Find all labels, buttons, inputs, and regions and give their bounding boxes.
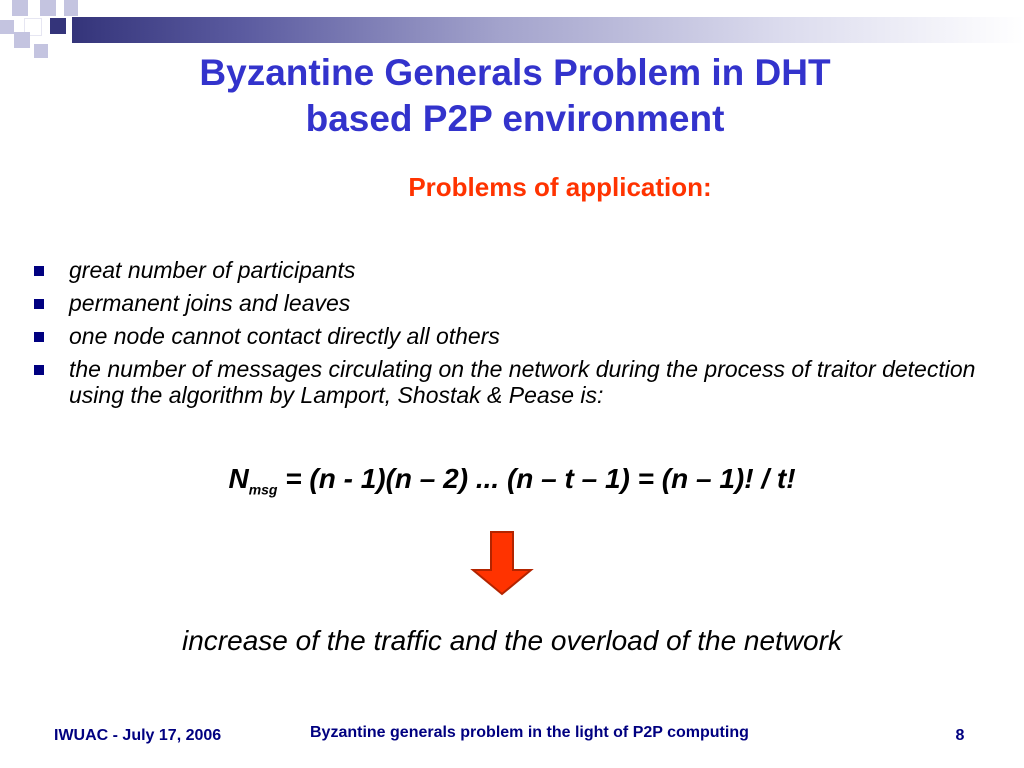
square-bullet-icon [34, 365, 44, 375]
page-number: 8 [955, 727, 965, 744]
formula-expression: = (n - 1)(n – 2) ... (n – t – 1) = (n – 1)! / t! [277, 463, 796, 494]
slide-subtitle: Problems of application: [408, 172, 712, 202]
bullet-text: great number of participants [69, 257, 356, 283]
list-item [28, 323, 1008, 349]
title-gradient-bar [72, 17, 1024, 43]
slide-title [60, 50, 970, 142]
footer-date: IWUAC - July 17, 2006 [54, 727, 222, 744]
formula-subscript: msg [248, 481, 278, 498]
list-item [28, 257, 1008, 283]
message-count-formula [0, 463, 1024, 498]
bullet-text: permanent joins and leaves [69, 290, 351, 316]
down-arrow-icon [469, 530, 535, 596]
footer-title: Byzantine generals problem in the light of P2P computing [310, 724, 749, 741]
bullet-text: one node cannot contact directly all others [69, 323, 500, 349]
square-bullet-icon [34, 299, 44, 309]
formula-symbol: N [228, 463, 249, 494]
bullet-list [28, 257, 1008, 415]
bullet-text: the number of messages circulating on the network during the process of traitor detection using the algorithm by Lamport, Shostak & Pease is: [69, 356, 976, 408]
square-bullet-icon [34, 266, 44, 276]
list-item [28, 356, 1008, 408]
slide-title-line2: based P2P environment [305, 98, 725, 139]
square-bullet-icon [34, 332, 44, 342]
list-item [28, 290, 1008, 316]
slide-title-line1: Byzantine Generals Problem in DHT [199, 52, 831, 93]
conclusion-text: increase of the traffic and the overload of the network [182, 625, 842, 656]
